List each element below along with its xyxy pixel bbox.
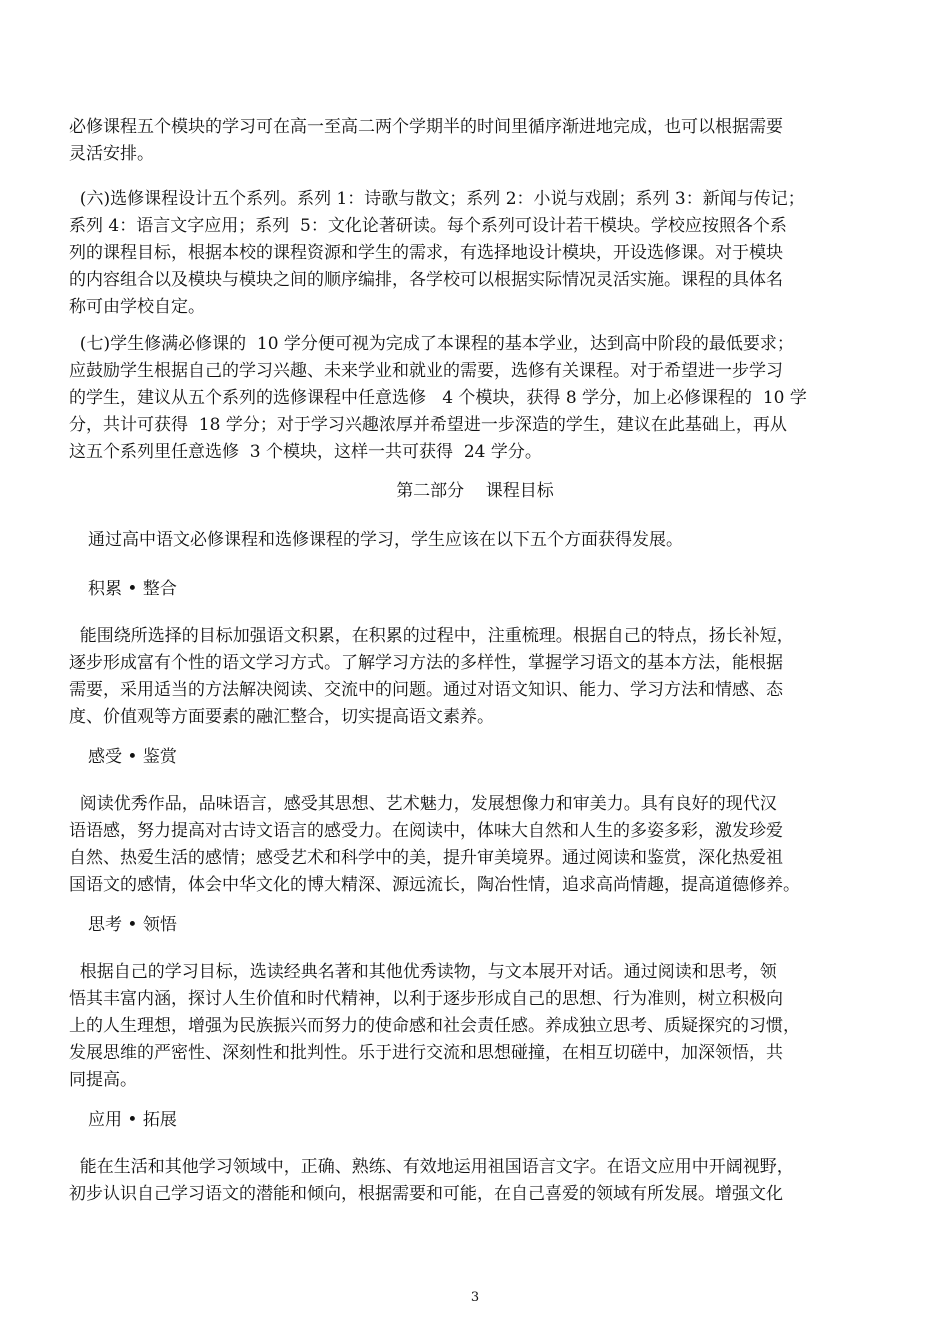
- text-line: 根据自己的学习目标，选读经典名著和其他优秀读物，与文本展开对话。通过阅读和思考，领: [69, 962, 777, 982]
- text-line: 同提高。: [69, 1070, 137, 1090]
- text-line: 度、价值观等方面要素的融汇整合，切实提高语文素养。: [69, 707, 494, 727]
- text-line: 灵活安排。: [69, 144, 154, 164]
- paragraph-required-modules: [69, 114, 881, 168]
- goal-paragraph: [69, 791, 881, 899]
- text-line: 系列 4：语言文字应用；系列 5：文化论著研读。每个系列可设计若干模块。学校应按照各个系: [69, 216, 787, 236]
- text-line: 初步认识自己学习语文的潜能和倾向，根据需要和可能，在自己喜爱的领域有所发展。增强文化: [69, 1184, 783, 1204]
- text-line: (七)学生修满必修课的 10 学分便可视为完成了本课程的基本学业，达到高中阶段的最低要求；: [69, 334, 794, 354]
- text-line: 逐步形成富有个性的语文学习方式。了解学习方法的多样性，掌握学习语文的基本方法，能根据: [69, 653, 783, 673]
- page-number: 3: [470, 1290, 480, 1305]
- text-line: 能在生活和其他学习领域中，正确、熟练、有效地运用祖国语言文字。在语文应用中开阔视野，: [69, 1157, 794, 1177]
- text-line: 的学生，建议从五个系列的选修课程中任意选修 4 个模块，获得 8 学分，加上必修课程的 10 学: [69, 388, 807, 408]
- text-line: 语语感，努力提高对古诗文语言的感受力。在阅读中，体味大自然和人生的多姿多彩，激发珍爱: [69, 821, 783, 841]
- text-line: 应鼓励学生根据自己的学习兴趣、未来学业和就业的需要，选修有关课程。对于希望进一步学习: [69, 361, 783, 381]
- text-line: 阅读优秀作品，品味语言，感受其思想、艺术魅力，发展想像力和审美力。具有良好的现代汉: [69, 794, 777, 814]
- goal-title: 应用 • 拓展: [88, 1110, 177, 1130]
- goal-title: 思考 • 领悟: [88, 915, 177, 935]
- text-line: 需要，采用适当的方法解决阅读、交流中的问题。通过对语文知识、能力、学习方法和情感、态: [69, 680, 783, 700]
- text-line: 必修课程五个模块的学习可在高一至高二两个学期半的时间里循序渐进地完成，也可以根据需要: [69, 117, 783, 137]
- goal-paragraph: [69, 1154, 881, 1208]
- paragraph-elective-series: [69, 186, 881, 321]
- text-line: 自然、热爱生活的感情；感受艺术和科学中的美，提升审美境界。通过阅读和鉴赏，深化热爱祖: [69, 848, 783, 868]
- text-line: 列的课程目标，根据本校的课程资源和学生的需求，有选择地设计模块，开设选修课。对于模块: [69, 243, 783, 263]
- text-line: 能围绕所选择的目标加强语文积累，在积累的过程中，注重梳理。根据自己的特点，扬长补短，: [69, 626, 794, 646]
- text-line: 称可由学校自定。: [69, 297, 205, 317]
- text-line: 国语文的感情，体会中华文化的博大精深、源远流长，陶冶性情，追求高尚情趣，提高道德修养。: [69, 875, 800, 895]
- goal-title: 感受 • 鉴赏: [88, 747, 177, 767]
- text-line: 分，共计可获得 18 学分；对于学习兴趣浓厚并希望进一步深造的学生，建议在此基础上，再从: [69, 415, 787, 435]
- paragraph-credits: [69, 331, 881, 466]
- goal-paragraph: [69, 959, 881, 1094]
- text-line: (六)选修课程设计五个系列。系列 1：诗歌与散文；系列 2：小说与戏剧；系列 3：新闻与传记；: [69, 189, 805, 209]
- goal-title: 积累 • 整合: [88, 579, 177, 599]
- intro-paragraph: 通过高中语文必修课程和选修课程的学习，学生应该在以下五个方面获得发展。: [88, 530, 683, 550]
- text-line: 的内容组合以及模块与模块之间的顺序编排，各学校可以根据实际情况灵活实施。课程的具体名: [69, 270, 783, 290]
- text-line: 这五个系列里任意选修 3 个模块，这样一共可获得 24 学分。: [69, 442, 542, 462]
- text-line: 发展思维的严密性、深刻性和批判性。乐于进行交流和思想碰撞，在相互切磋中，加深领悟，共: [69, 1043, 783, 1063]
- text-line: 上的人生理想，增强为民族振兴而努力的使命感和社会责任感。养成独立思考、质疑探究的习惯，: [69, 1016, 800, 1036]
- goal-paragraph: [69, 623, 881, 731]
- text-line: 悟其丰富内涵，探讨人生价值和时代精神，以利于逐步形成自己的思想、行为准则，树立积极向: [69, 989, 783, 1009]
- section-heading: 第二部分 课程目标: [396, 481, 554, 501]
